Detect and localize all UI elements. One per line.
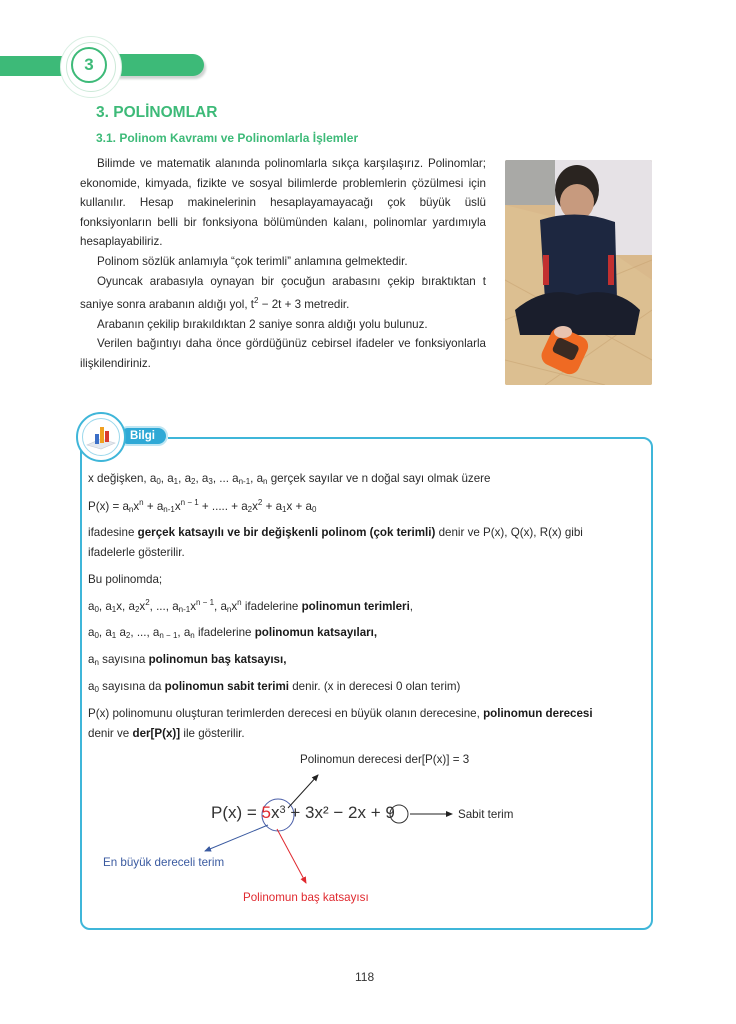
label-leading-coefficient: Polinomun baş katsayısı — [243, 891, 369, 904]
bilgi-line-5: Bu polinomda; — [88, 573, 163, 586]
intro-paragraph: Verilen bağıntıyı daha önce gördüğünüz cebirsel ifadeler ve fonksiyonlarla ilişkilendiriniz. — [80, 337, 486, 370]
subsection-title: 3.1. Polinom Kavramı ve Polinomlarla İşlemler — [96, 131, 359, 145]
label-degree: Polinomun derecesi der[P(x)] = 3 — [300, 753, 470, 766]
intro-paragraph: Polinom sözlük anlamıyla “çok terimli” anlamına gelmektedir. — [97, 254, 408, 268]
bilgi-constant-line: $a_0$ sayısına da polinomun sabit terimi denir. (x in derecesi 0 olan terim) — [88, 680, 461, 694]
bilgi-line-3: ifadesine gerçek katsayılı ve bir değişkenli polinom (çok terimli) denir ve P(x), Q(x), R(x) gibi — [88, 526, 583, 539]
bilgi-line-1: x değişken, $a_0$, $a_1$, $a_2$, $a_3$, ... $a_{n-1}$, $a_n$ gerçek sayılar ve n doğal sayı olmak üzere — [88, 472, 491, 486]
bilgi-degree-line: P(x) polinomunu oluşturan terimlerden derecesi en büyük olanın derecesine, polinomun derecesi — [88, 707, 593, 720]
section-title: 3. POLİNOMLAR — [96, 104, 218, 121]
bilgi-degree-notation-line: denir ve der[P(x)] ile gösterilir. — [88, 727, 245, 740]
bilgi-leading-coef-line: $a_n$ sayısına polinomun baş katsayısı, — [88, 653, 287, 667]
intro-paragraph: Bilimde ve matematik alanında polinomlarla sıkça karşılaşırız. Polinomlar; ekonomide, kimyada, fizikte ve sosyal bilimlerde problemlerin çözülmesi için kullanılır. Hesap makinelerinin hesaplayamayacağı çok büyük üslü fonksiyonların belli bir fonksiyona bölümünden kalanı, polinomlar yardımıyla hesaplayabiliriz. — [80, 157, 486, 249]
bilgi-terms-line: $a_0$, $a_1x$, $a_2x^2$, ..., $a_{n-1}x^{n - 1}$, $a_nx^n$ ifadelerine polinomun terimleri, — [88, 598, 414, 614]
intro-paragraph: Oyuncak arabasıyla oynayan bir çocuğun arabasını çekip bıraktıktan t saniye sonra arabanın aldığı yol, $t^2 - 2t + 3$ metredir. — [80, 274, 486, 312]
page-number: 118 — [355, 970, 375, 984]
chapter-number-badge: 3 — [71, 47, 107, 83]
bilgi-line-4: ifadelerle gösterilir. — [88, 546, 185, 559]
bilgi-coefficients-line: $a_0$, $a_1$ $a_2$, ..., $a_{n - 1}$, $a_n$ ifadelerine polinomun katsayıları, — [88, 626, 378, 640]
label-highest-degree-term: En büyük dereceli terim — [103, 856, 225, 869]
leading-coefficient: 5 — [261, 803, 272, 822]
bilgi-label: Bilgi — [118, 426, 168, 446]
constant-term: 9 — [385, 803, 395, 822]
label-constant-term: Sabit terim — [458, 808, 514, 821]
example-polynomial: $P(x) = 5x^3 + 3x^2 - 2x + 9$ — [211, 803, 395, 822]
polynomial-general-form: $P(x) = a_nx^n + a_{n-1}x^{n - 1}$ + ..... + $a_2x^2 + a_1x + a_0$ — [88, 498, 317, 514]
intro-paragraph: Arabanın çekilip bırakıldıktan 2 saniye sonra aldığı yolu bulunuz. — [97, 317, 428, 331]
